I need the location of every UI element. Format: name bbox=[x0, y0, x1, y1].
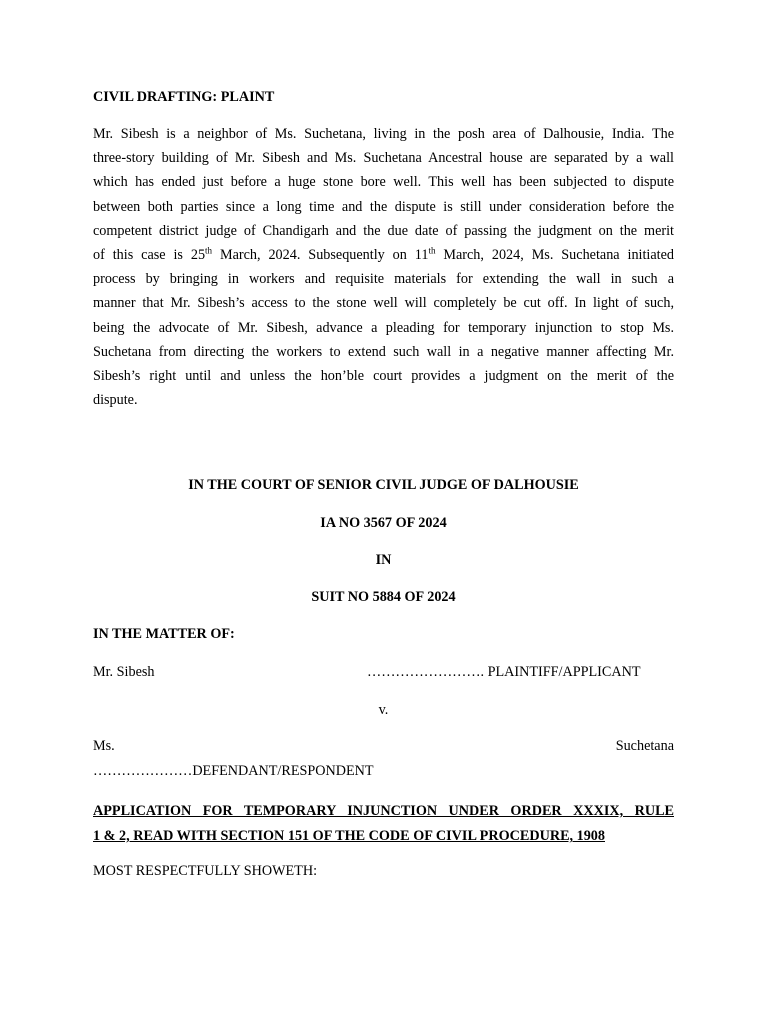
plaintiff-role: ……………………. PLAINTIFF/APPLICANT bbox=[367, 664, 641, 680]
paragraph-line-dates bbox=[93, 243, 674, 267]
paragraph-line: which has ended just before a huge stone bore well. This well has been subjected to dispute bbox=[93, 174, 674, 191]
ordinal-suffix: th bbox=[428, 245, 436, 256]
defendant-role: …………………DEFENDANT/RESPONDENT bbox=[93, 763, 374, 779]
paragraph-line: Sibesh’s right until and unless the hon’ble court provides a judgment on the merit of the bbox=[93, 368, 674, 385]
paragraph-line: between both parties since a long time and the dispute is still under consideration before the bbox=[93, 198, 674, 215]
line-text: March, 2024. Subsequently on 11 bbox=[212, 247, 429, 264]
problem-paragraph bbox=[93, 122, 674, 412]
defendant-prefix: Ms. bbox=[93, 738, 115, 754]
paragraph-line: Suchetana from directing the workers to extend such wall in a negative manner affecting Mr. bbox=[93, 343, 674, 360]
in-the-matter-heading: IN THE MATTER OF: bbox=[93, 626, 235, 642]
court-title: IN THE COURT OF SENIOR CIVIL JUDGE OF DALHOUSIE bbox=[188, 477, 579, 493]
paragraph-line: competent district judge of Chandigarh and the due date of passing the judgment on the merit bbox=[93, 222, 674, 239]
paragraph-line: dispute. bbox=[93, 392, 138, 409]
ia-number: IA NO 3567 OF 2024 bbox=[320, 515, 447, 531]
document-heading: CIVIL DRAFTING: PLAINT bbox=[93, 89, 275, 105]
application-title bbox=[93, 799, 674, 849]
showeth-heading: MOST RESPECTFULLY SHOWETH: bbox=[93, 863, 318, 879]
application-title-line: APPLICATION FOR TEMPORARY INJUNCTION UNDER ORDER XXXIX, RULE bbox=[93, 803, 674, 819]
paragraph-line: process by bringing in workers and requisite materials for extending the wall in such a bbox=[93, 271, 674, 288]
suit-number: SUIT NO 5884 OF 2024 bbox=[311, 589, 456, 605]
in-word: IN bbox=[375, 552, 392, 568]
versus: v. bbox=[378, 702, 389, 718]
defendant-name: Suchetana bbox=[615, 738, 674, 754]
paragraph-line: three-story building of Mr. Sibesh and Ms. Suchetana Ancestral house are separated by a wall bbox=[93, 150, 674, 167]
plaintiff-name: Mr. Sibesh bbox=[93, 664, 155, 680]
ordinal-suffix: th bbox=[205, 245, 213, 256]
line-text: March, 2024, Ms. Suchetana initiated bbox=[435, 247, 674, 264]
paragraph-line: manner that Mr. Sibesh’s access to the stone well will completely be cut off. In light of such, bbox=[93, 295, 674, 312]
paragraph-line: Mr. Sibesh is a neighbor of Ms. Suchetana, living in the posh area of Dalhousie, India. The bbox=[93, 126, 674, 142]
line-text: of this case is 25 bbox=[93, 247, 206, 264]
application-title-line: 1 & 2, READ WITH SECTION 151 OF THE CODE OF CIVIL PROCEDURE, 1908 bbox=[93, 828, 605, 844]
paragraph-line: being the advocate of Mr. Sibesh, advance a pleading for temporary injunction to stop Ms. bbox=[93, 319, 674, 336]
